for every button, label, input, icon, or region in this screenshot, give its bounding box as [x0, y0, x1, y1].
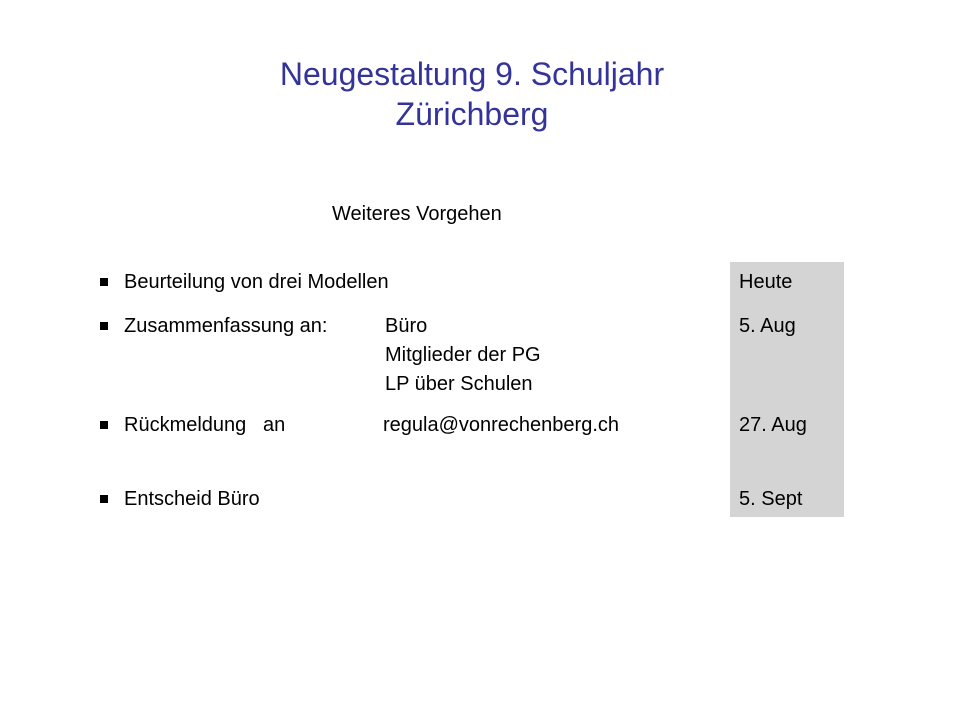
title-line-1: Neugestaltung 9. Schuljahr — [279, 56, 665, 92]
bullet-icon — [100, 278, 108, 286]
item-2-date: 5. Aug — [739, 315, 796, 337]
item-2-text: Zusammenfassung an: — [124, 315, 328, 337]
item-2-recipient-2: Mitglieder der PG — [385, 344, 541, 366]
item-1-text: Beurteilung von drei Modellen — [124, 271, 389, 293]
item-4-text: Entscheid Büro — [124, 488, 260, 510]
item-2-recipient-3: LP über Schulen — [385, 373, 533, 395]
bullet-icon — [100, 495, 108, 503]
section-subtitle: Weiteres Vorgehen — [332, 203, 502, 225]
date-column-background — [730, 262, 844, 517]
item-4-date: 5. Sept — [739, 488, 803, 510]
item-3-text: Rückmeldung an — [124, 414, 286, 436]
title-line-2: Zürichberg — [395, 96, 549, 132]
item-2-recipient-1: Büro — [385, 315, 428, 337]
item-3-date: 27. Aug — [739, 414, 807, 436]
bullet-icon — [100, 322, 108, 330]
item-3-email: regula@vonrechenberg.ch — [383, 414, 620, 436]
bullet-icon — [100, 421, 108, 429]
slide-title — [0, 54, 944, 134]
item-1-date: Heute — [739, 271, 793, 293]
